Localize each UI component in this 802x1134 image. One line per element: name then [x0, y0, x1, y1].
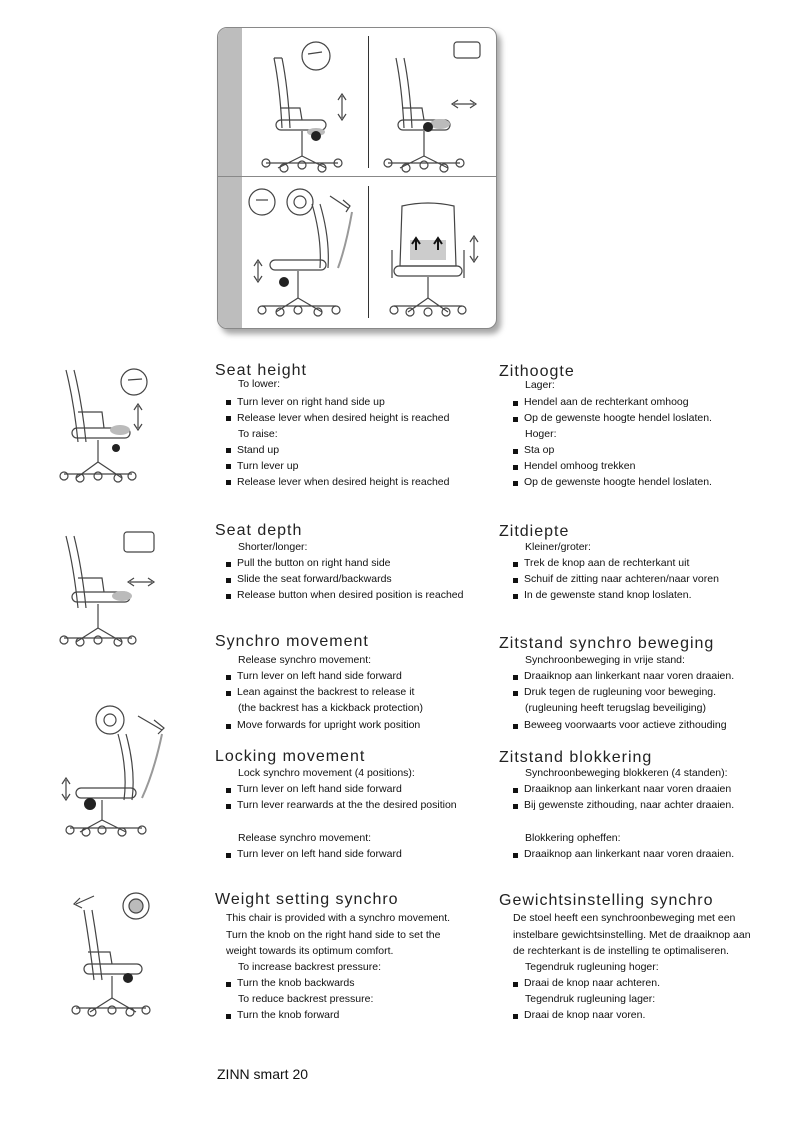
text-line: Kleiner/groter:	[525, 541, 591, 553]
text-line: De stoel heeft een synchroonbeweging met een	[513, 912, 736, 924]
bullet	[226, 1014, 231, 1019]
seat-height-chair-icon	[58, 362, 168, 487]
text-line: To raise:	[238, 428, 278, 440]
text-line: weight towards its optimum comfort.	[226, 945, 394, 957]
bullet	[226, 480, 231, 485]
text-line: This chair is provided with a synchro movement.	[226, 912, 451, 924]
bullet	[513, 578, 518, 583]
list-item: Draaiknop aan linkerkant naar voren draaien.	[524, 848, 735, 860]
illustration-panel	[217, 27, 497, 329]
text-line: Synchroonbeweging in vrije stand:	[525, 654, 685, 666]
list-item: Turn lever rearwards at the the desired position	[237, 799, 457, 811]
list-item: Turn the knob forward	[237, 1009, 340, 1021]
bullet	[226, 578, 231, 583]
list-item: Op de gewenste hoogte hendel loslaten.	[524, 476, 712, 488]
seat-depth-title: Seat depth	[215, 522, 303, 539]
list-item: In de gewenste stand knop loslaten.	[524, 589, 692, 601]
bullet	[513, 724, 518, 729]
list-item: Draai de knop naar voren.	[524, 1009, 646, 1021]
list-item: Hendel omhoog trekken	[524, 460, 636, 472]
list-item: Op de gewenste hoogte hendel loslaten.	[524, 412, 712, 424]
bullet	[226, 416, 231, 421]
text-line: instelbare gewichtsinstelling. Met de draaiknop aan	[513, 929, 751, 941]
gewichtsinstelling-title: Gewichtsinstelling synchro	[499, 892, 714, 909]
list-item: Release lever when desired height is reached	[237, 476, 450, 488]
text-line: Release synchro movement:	[238, 654, 372, 666]
bullet	[226, 675, 231, 680]
weight-chair-icon	[58, 890, 168, 1020]
synchro-title: Synchro movement	[215, 633, 369, 650]
bullet	[513, 562, 518, 567]
seat-height-title: Seat height	[215, 362, 307, 379]
seat-depth-chair-icon	[58, 528, 168, 653]
text-line: Tegendruk rugleuning lager:	[525, 993, 656, 1005]
list-item: Turn lever on left hand side forward	[237, 783, 402, 795]
list-item: Turn lever on right hand side up	[237, 396, 385, 408]
text-line: Lock synchro movement (4 positions):	[238, 767, 415, 779]
bullet	[226, 448, 231, 453]
text-line: Synchroonbeweging blokkeren (4 standen):	[525, 767, 728, 779]
bullet	[513, 1014, 518, 1019]
bullet	[513, 691, 518, 696]
list-item: Lean against the backrest to release it	[237, 686, 415, 698]
zitstand-synchro-title: Zitstand synchro beweging	[499, 635, 715, 652]
list-item: Schuif de zitting naar achteren/naar voren	[524, 573, 719, 585]
list-item: Hendel aan de rechterkant omhoog	[524, 396, 689, 408]
list-item: Turn lever up	[237, 460, 299, 472]
text-line: Hoger:	[525, 428, 557, 440]
bullet	[226, 464, 231, 469]
bullet	[513, 465, 518, 470]
text-line: Tegendruk rugleuning hoger:	[525, 961, 659, 973]
bullet	[513, 594, 518, 599]
text-line: Turn the knob on the right hand side to set the	[226, 929, 441, 941]
bullet	[226, 562, 231, 567]
text-line: Shorter/longer:	[238, 541, 308, 553]
list-item: Trek de knop aan de rechterkant uit	[524, 557, 690, 569]
text-line: To lower:	[238, 378, 281, 390]
zitstand-blokkering-title: Zitstand blokkering	[499, 749, 653, 766]
bullet	[513, 401, 518, 406]
list-item: Draaiknop aan linkerkant naar voren draaien	[524, 783, 732, 795]
list-item: Turn the knob backwards	[237, 977, 355, 989]
list-item: Beweeg voorwaarts voor actieve zithouding	[524, 719, 727, 731]
bullet	[226, 594, 231, 599]
list-item: Slide the seat forward/backwards	[237, 573, 392, 585]
text-line: (the backrest has a kickback protection)	[238, 702, 424, 714]
zitdiepte-title: Zitdiepte	[499, 523, 570, 540]
text-line: Release synchro movement:	[238, 832, 372, 844]
synchro-chair-icon	[58, 700, 178, 840]
list-item: Sta op	[524, 444, 555, 456]
list-item: Druk tegen de rugleuning voor beweging.	[524, 686, 717, 698]
text-line: To increase backrest pressure:	[238, 961, 381, 973]
list-item: Pull the button on right hand side	[237, 557, 391, 569]
zithoogte-title: Zithoogte	[499, 363, 575, 380]
list-item: Stand up	[237, 444, 280, 456]
bullet	[513, 417, 518, 422]
bullet	[226, 691, 231, 696]
bullet	[226, 853, 231, 858]
page-footer: ZINN smart 20	[217, 1066, 309, 1082]
bullet	[226, 724, 231, 729]
text-line: Blokkering opheffen:	[525, 832, 621, 844]
list-item: Move forwards for upright work position	[237, 719, 421, 731]
list-item: Release button when desired position is reached	[237, 589, 464, 601]
weight-title: Weight setting synchro	[215, 891, 399, 908]
bullet	[226, 982, 231, 987]
text-line: To reduce backrest pressure:	[238, 993, 374, 1005]
bullet	[513, 481, 518, 486]
chair-front-illustration	[218, 28, 496, 328]
list-item: Turn lever on left hand side forward	[237, 848, 402, 860]
bullet	[226, 400, 231, 405]
text-line: (rugleuning heeft terugslag beveiliging)	[525, 702, 706, 714]
text-line: de rechterkant is de instelling te optimaliseren.	[513, 945, 729, 957]
list-item: Turn lever on left hand side forward	[237, 670, 402, 682]
bullet	[513, 853, 518, 858]
bullet	[513, 788, 518, 793]
bullet	[513, 449, 518, 454]
bullet	[226, 788, 231, 793]
list-item: Draaiknop aan linkerkant naar voren draaien.	[524, 670, 735, 682]
text-line: Lager:	[525, 379, 555, 391]
bullet	[513, 804, 518, 809]
bullet	[226, 804, 231, 809]
bullet	[513, 982, 518, 987]
list-item: Release lever when desired height is reached	[237, 412, 450, 424]
locking-title: Locking movement	[215, 748, 366, 765]
list-item: Bij gewenste zithouding, naar achter draaien.	[524, 799, 735, 811]
bullet	[513, 675, 518, 680]
list-item: Draai de knop naar achteren.	[524, 977, 661, 989]
